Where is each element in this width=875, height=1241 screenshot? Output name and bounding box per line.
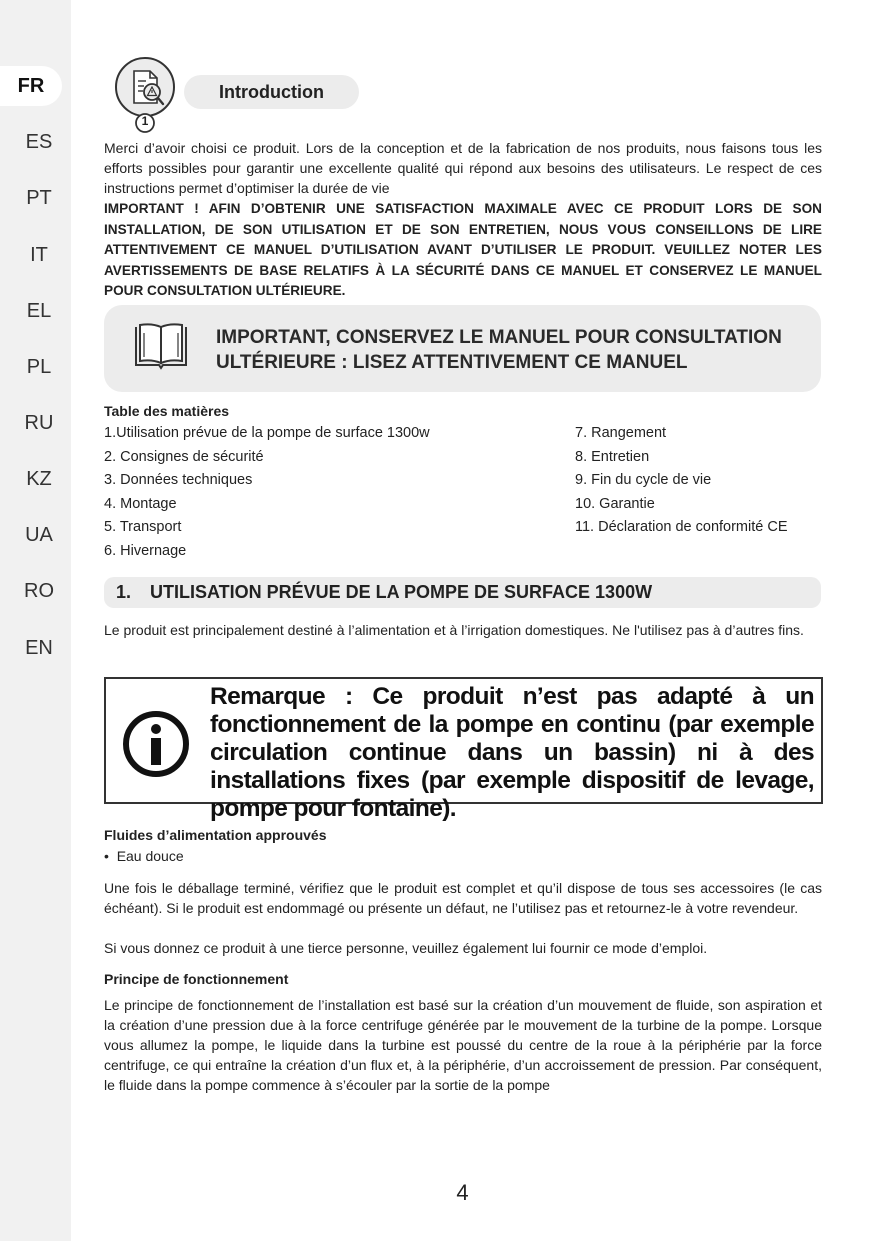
notice-text [216, 325, 806, 375]
language-tab-ua[interactable]: UA [25, 523, 53, 546]
toc-item[interactable]: 11. Déclaration de conformité CE [575, 519, 788, 535]
language-tab-el[interactable]: EL [26, 299, 52, 322]
open-book-icon [132, 323, 190, 373]
language-tab-pt[interactable]: PT [26, 186, 52, 209]
toc-item[interactable]: 7. Rangement [575, 425, 667, 441]
section-number: 1. [116, 582, 132, 602]
language-tab-kz[interactable]: KZ [26, 467, 52, 490]
important-paragraph: IMPORTANT ! AFIN D’OBTENIR UNE SATISFACTION MAXIMALE AVEC CE PRODUIT LORS DE SON INSTALLATION, DE SON UTILISATION ET DE SON ENTRETIEN, NOUS VOUS CONSEILLONS DE LIRE ATTENTIVEMENT CE MANUEL D’UTILISATION AVANT D’UTILISER LE PRODUIT. VEUILLEZ NOTER LES AVERTISSEMENTS DE BASE RELATIFS À LA SÉCURITÉ DANS CE MANUEL ET CONSERVEZ LE MANUEL POUR CONSULTATION ULTÉRIEURE. [104, 201, 822, 298]
language-tab-fr[interactable]: FR [0, 66, 62, 106]
info-icon [121, 709, 191, 779]
transfer-paragraph: Si vous donnez ce produit à une tierce personne, veuillez également lui fournir ce mode d’emploi. [104, 940, 708, 956]
toc-item[interactable]: 4. Montage [104, 495, 177, 512]
fluids-list [104, 846, 822, 866]
language-tab-en[interactable]: EN [25, 636, 53, 659]
fluid-item: Eau douce [116, 848, 184, 864]
language-tab-it[interactable]: IT [30, 243, 48, 266]
notice-line-1: IMPORTANT, CONSERVEZ LE MANUEL POUR CONSULTATION [216, 327, 782, 348]
toc-item[interactable]: 8. Entretien [575, 448, 650, 465]
toc-item[interactable]: 1.Utilisation prévue de la pompe de surface 1300w [104, 425, 430, 441]
toc-item[interactable]: 6. Hivernage [104, 542, 187, 559]
toc-left-column [104, 422, 430, 563]
list-item [104, 846, 822, 866]
toc-item[interactable]: 3. Données techniques [104, 472, 253, 488]
language-tab-ro[interactable]: RO [24, 579, 54, 602]
language-tab-pl[interactable]: PL [26, 355, 52, 378]
principle-title: Principe de fonctionnement [104, 971, 289, 987]
principle-paragraph: Le principe de fonctionnement de l’installation est basé sur la création d’un mouvement de fluide, son aspiration et la création d’une pression due à la force centrifuge générée par le mouvement de la turbine de la pompe. Lorsque vous allumez la pompe, le liquide dans la turbine est poussé du centre de la roue à la périphérie par la force centrifuge, ce qui entraîne la création d’un flux et, à la périphérie, d’un accroissement de pression. Par conséquent, le fluide dans la pompe commence à s’écouler par la sortie de la pompe [104, 997, 822, 1093]
toc-item[interactable]: 2. Consignes de sécurité [104, 448, 264, 465]
intro-paragraph: Merci d’avoir choisi ce produit. Lors de la conception et de la fabrication de nos produits, nous faisons tous les efforts possibles pour garantir une excellente qualité qui répond aux besoins des utilisateurs. Le respect de ces instructions permet d’optimiser la durée de vie [104, 140, 822, 196]
notice-line-2: ULTÉRIEURE : LISEZ ATTENTIVEMENT CE MANUEL [216, 352, 688, 373]
keep-manual-notice [104, 305, 821, 392]
section-1-paragraph: Le produit est principalement destiné à l’alimentation et à l’irrigation domestiques. Ne l'utilisez pas à d’autres fins. [104, 622, 804, 638]
fluids-title: Fluides d’alimentation approuvés [104, 827, 327, 843]
language-tab-ru[interactable]: RU [24, 411, 54, 434]
intro-header [112, 55, 372, 135]
section-title: UTILISATION PRÉVUE DE LA POMPE DE SURFACE 1300W [150, 582, 653, 602]
bullet: • [104, 848, 117, 864]
section-1-heading [104, 577, 821, 608]
language-tab-es[interactable]: ES [25, 130, 53, 153]
remark-text: Remarque : Ce produit n’est pas adapté à un fonctionnement de la pompe en continu (par exemple circulation continue dans un bassin) ni à des installations fixes (par exemple dispositif de levage, pompe pour fontaine). [210, 683, 814, 822]
unpacking-paragraph: Une fois le déballage terminé, vérifiez que le produit est complet et qu’il dispose de tous ses accessoires (le cas échéant). Si le produit est endommagé ou présente un défaut, ne l’utilisez pas et retournez-le à votre revendeur. [104, 880, 822, 916]
toc-right-column [575, 422, 788, 540]
toc-item[interactable]: 9. Fin du cycle de vie [575, 472, 712, 488]
step-number: 1 [141, 114, 149, 128]
toc-item[interactable]: 5. Transport [104, 519, 182, 535]
remark-box [104, 677, 823, 822]
intro-title: Introduction [184, 75, 359, 109]
toc-title: Table des matières [104, 403, 230, 419]
toc-item[interactable]: 10. Garantie [575, 495, 655, 512]
page-number: 4 [456, 1180, 469, 1205]
